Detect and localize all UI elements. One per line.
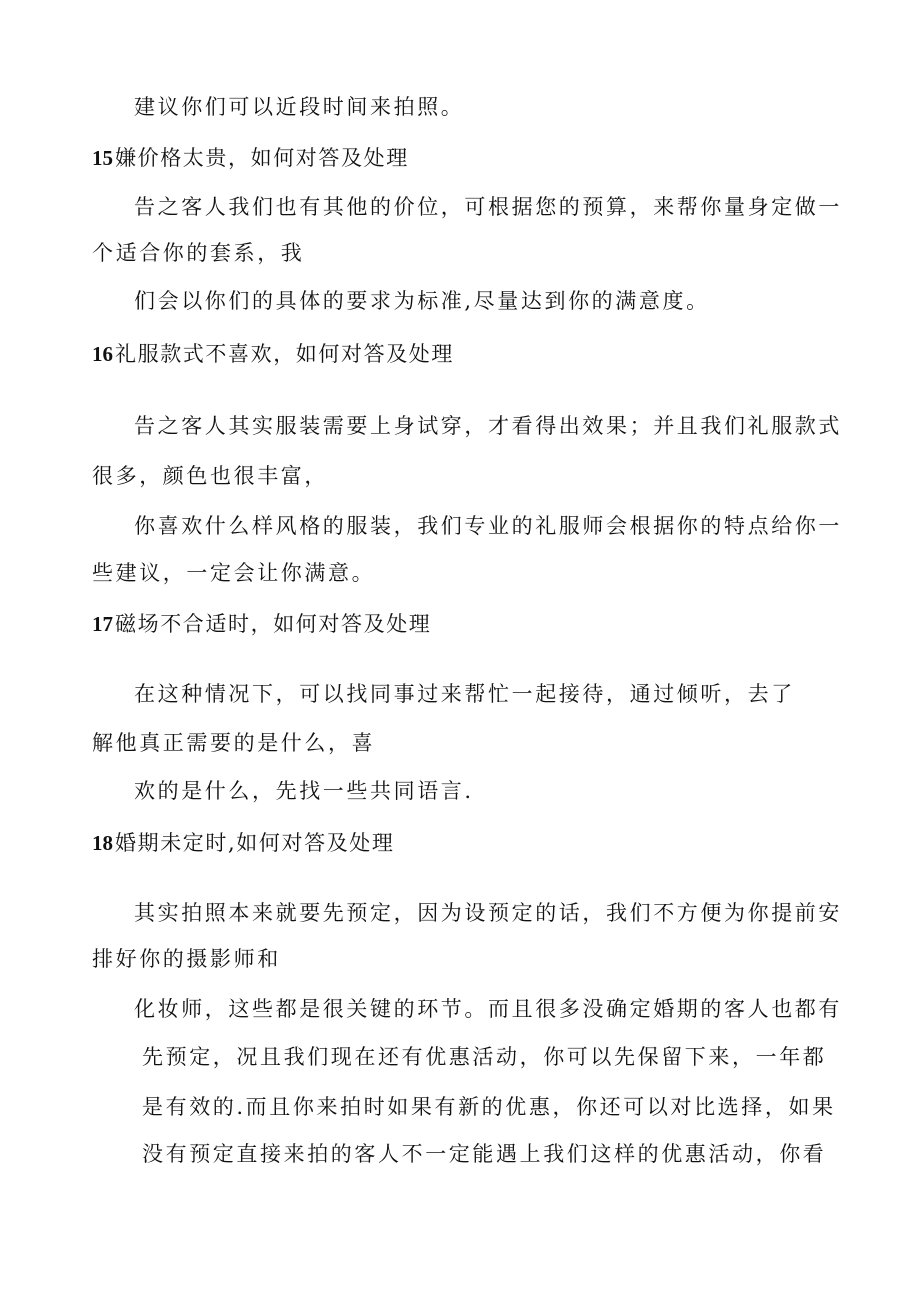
section-15-heading — [92, 144, 409, 172]
section-15-line-3: 们会以你们的具体的要求为标准,尽量达到你的满意度。 — [134, 289, 710, 313]
section-16-line-4: 些建议，一定会让你满意。 — [92, 561, 376, 585]
section-17-heading — [92, 610, 431, 638]
section-16-line-1: 告之客人其实服装需要上身试穿，才看得出效果；并且我们礼服款式 — [134, 414, 842, 438]
section-18-line-4: 先预定，况且我们现在还有优惠活动，你可以先保留下来，一年都 — [142, 1045, 827, 1069]
section-16-line-2: 很多，颜色也很丰富， — [92, 464, 328, 488]
section-18-number: 18 — [92, 831, 113, 855]
intro-line: 建议你们可以近段时间来拍照。 — [134, 95, 465, 119]
section-18-line-1: 其实拍照本来就要先预定，因为设预定的话，我们不方便为你提前安 — [134, 901, 842, 925]
section-17-title: 磁场不合适时，如何对答及处理 — [115, 612, 432, 636]
section-15-line-2: 个适合你的套系，我 — [92, 241, 305, 265]
section-15-title: 嫌价格太贵，如何对答及处理 — [115, 146, 409, 170]
section-17-number: 17 — [92, 612, 113, 636]
section-17-line-2: 解他真正需要的是什么，喜 — [92, 731, 376, 755]
section-18-line-2: 排好你的摄影师和 — [92, 947, 281, 971]
section-16-line-3: 你喜欢什么样风格的服装，我们专业的礼服师会根据你的特点给你一 — [134, 514, 842, 538]
section-18-line-6: 没有预定直接来拍的客人不一定能遇上我们这样的优惠活动，你看 — [142, 1142, 827, 1166]
section-18-line-5: 是有效的.而且你来拍时如果有新的优惠，你还可以对比选择，如果 — [142, 1095, 836, 1119]
section-17-line-1: 在这种情况下，可以找同事过来帮忙一起接待，通过倾听，去了 — [134, 682, 795, 706]
section-18-line-3: 化妆师，这些都是很关键的环节。而且很多没确定婚期的客人也都有 — [134, 997, 842, 1021]
section-16-title: 礼服款式不喜欢，如何对答及处理 — [115, 342, 454, 366]
section-15-number: 15 — [92, 146, 113, 170]
section-15-line-1: 告之客人我们也有其他的价位，可根据您的预算，来帮你量身定做一 — [134, 195, 842, 219]
section-16-heading — [92, 340, 454, 368]
section-16-number: 16 — [92, 342, 113, 366]
section-18-heading — [92, 829, 394, 857]
section-17-line-3: 欢的是什么，先找一些共同语言. — [134, 779, 474, 803]
section-18-title: 婚期未定时,如何对答及处理 — [115, 831, 395, 855]
